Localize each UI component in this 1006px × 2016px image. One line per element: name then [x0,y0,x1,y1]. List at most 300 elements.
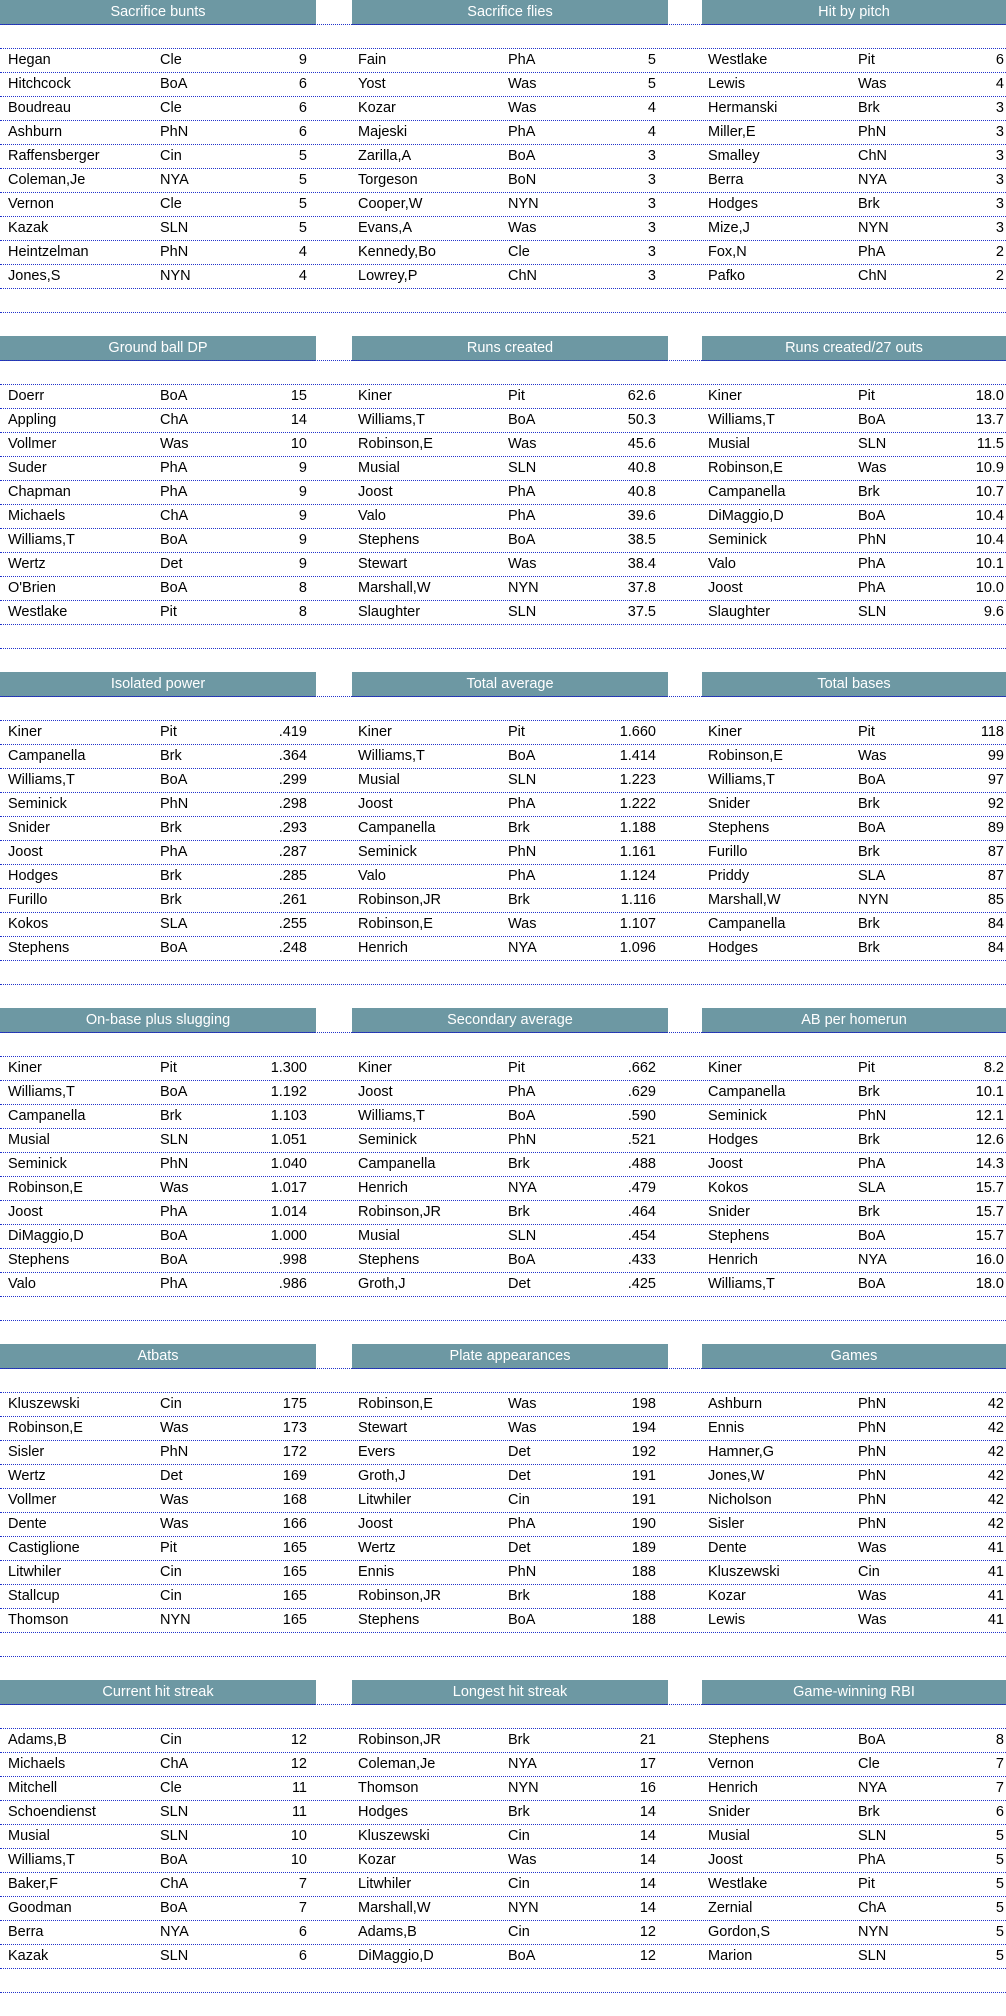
table-row [0,48,1006,72]
team-code: NYA [160,172,189,188]
stat-value: 1.192 [270,1084,307,1100]
player-name: Hodges [358,1804,408,1820]
team-code: NYN [508,1780,539,1796]
team-code: PhN [160,244,189,260]
stat-value: .488 [627,1156,656,1172]
player-name: Marshall,W [358,580,431,596]
table-row [0,720,1006,744]
player-name: Stallcup [8,1588,60,1604]
player-name: Adams,B [358,1924,417,1940]
team-code: Brk [858,844,880,860]
stat-value: 165 [282,1564,307,1580]
team-code: Pit [160,604,177,620]
player-name: Mize,J [708,220,750,236]
stat-value: 40.8 [627,484,656,500]
table-row [0,1128,1006,1152]
team-code: Cin [508,1828,530,1844]
stat-value: 1.124 [619,868,656,884]
team-code: BoA [160,1228,188,1244]
team-code: PhN [160,124,189,140]
stat-value: 9 [298,532,307,548]
team-code: BoA [160,580,188,596]
player-name: Williams,T [358,412,425,428]
player-name: Campanella [8,748,86,764]
team-code: Pit [508,724,525,740]
player-name: Snider [708,1204,750,1220]
player-name: Musial [708,1828,750,1844]
player-name: Kozar [708,1588,746,1604]
player-name: Coleman,Je [8,172,86,188]
stat-value: 16 [639,1780,656,1796]
stat-value: .261 [278,892,307,908]
table-row [0,888,1006,912]
player-name: Kiner [708,1060,742,1076]
player-name: Musial [708,436,750,452]
stat-value: 165 [282,1588,307,1604]
section-header-row [0,336,1006,360]
team-code: SLN [508,1228,537,1244]
player-name: Fain [358,52,387,68]
team-code: PhA [858,580,886,596]
stat-value: .299 [278,772,307,788]
team-code: BoA [858,412,886,428]
player-name: Adams,B [8,1732,67,1748]
team-code: PhN [508,1132,537,1148]
team-code: PhA [858,244,886,260]
stat-value: 5 [995,1924,1004,1940]
player-name: Robinson,JR [358,1732,442,1748]
team-code: SLN [858,1948,887,1964]
stat-value: 4 [298,268,307,284]
stat-value: .662 [627,1060,656,1076]
player-name: Joost [708,580,743,596]
table-row [0,384,1006,408]
stat-value: 6 [995,1804,1004,1820]
stat-value: .986 [278,1276,307,1292]
team-code: PhA [160,484,188,500]
row-divider [0,1704,1006,1705]
team-code: NYN [508,580,539,596]
row-divider [0,1656,1006,1657]
player-name: Hitchcock [8,76,71,92]
player-name: Williams,T [8,772,75,788]
stat-value: 92 [987,796,1004,812]
team-code: Brk [858,484,880,500]
team-code: PhN [858,1516,887,1532]
player-name: Litwhiler [8,1564,62,1580]
team-code: SLN [160,1828,189,1844]
table-row [0,1392,1006,1416]
table-row [0,1920,1006,1944]
stat-value: .248 [278,940,307,956]
player-name: Cooper,W [358,196,423,212]
stat-value: .293 [278,820,307,836]
stat-value: 5 [995,1852,1004,1868]
team-code: PhA [508,868,536,884]
team-code: ChN [508,268,538,284]
stat-value: 5 [995,1876,1004,1892]
stat-value: 8 [995,1732,1004,1748]
stat-value: 10.7 [975,484,1004,500]
stat-value: 3 [647,148,656,164]
team-code: PhN [508,1564,537,1580]
stat-value: 10.9 [975,460,1004,476]
team-code: PhA [160,1276,188,1292]
stat-value: 14 [639,1900,656,1916]
team-code: Was [508,1420,537,1436]
player-name: Kiner [708,388,742,404]
player-name: Vollmer [8,1492,57,1508]
row-divider [0,1032,1006,1033]
team-code: BoA [160,388,188,404]
player-name: Seminick [708,532,767,548]
player-name: Dente [8,1516,47,1532]
team-code: Brk [858,1804,880,1820]
table-row [0,768,1006,792]
table-row [0,1848,1006,1872]
table-row [0,504,1006,528]
stat-value: 42 [987,1420,1004,1436]
row-divider [0,1968,1006,1969]
team-code: Det [160,1468,183,1484]
row-divider [0,312,1006,313]
player-name: Stephens [8,940,70,956]
team-code: ChA [160,508,189,524]
team-code: Was [508,556,537,572]
team-code: Cin [508,1492,530,1508]
player-name: Torgeson [358,172,418,188]
player-name: Williams,T [708,772,775,788]
team-code: Brk [858,100,880,116]
table-row [0,912,1006,936]
player-name: Williams,T [358,748,425,764]
table-row [0,432,1006,456]
stat-value: 84 [987,916,1004,932]
section-title-game-winning-rbi: Game-winning RBI [702,1680,1006,1705]
player-name: Hermanski [708,100,778,116]
player-name: Miller,E [708,124,756,140]
team-code: Pit [858,388,875,404]
stat-value: 7 [995,1756,1004,1772]
player-name: Marshall,W [358,1900,431,1916]
table-row [0,744,1006,768]
stat-value: 89 [987,820,1004,836]
player-name: Kiner [8,1060,42,1076]
stats-block [0,336,1006,672]
team-code: PhN [508,844,537,860]
team-code: NYN [858,1924,889,1940]
table-row [0,1560,1006,1584]
player-name: DiMaggio,D [708,508,784,524]
team-code: Cle [160,100,182,116]
table-row [0,456,1006,480]
player-name: Litwhiler [358,1876,412,1892]
section-header-row [0,672,1006,696]
stat-value: 6 [298,76,307,92]
team-code: BoA [508,532,536,548]
team-code: Det [508,1468,531,1484]
table-row [0,840,1006,864]
stat-value: 12 [639,1924,656,1940]
player-name: Michaels [8,508,66,524]
player-name: Wertz [8,1468,46,1484]
stat-value: 4 [647,124,656,140]
player-name: Castiglione [8,1540,80,1556]
row-divider [0,696,1006,697]
team-code: Was [160,1180,189,1196]
section-title-ground-ball-dp: Ground ball DP [0,336,316,361]
stat-value: 11 [291,1780,307,1796]
row-divider [0,360,1006,361]
stat-value: 12 [290,1756,307,1772]
team-code: NYN [508,196,539,212]
stat-value: 41 [987,1588,1004,1604]
stat-value: 1.096 [619,940,656,956]
table-row [0,216,1006,240]
stat-value: 5 [298,220,307,236]
stat-value: 42 [987,1492,1004,1508]
player-name: Robinson,E [8,1420,83,1436]
player-name: Henrich [358,940,408,956]
player-name: Westlake [708,52,768,68]
stat-value: 118 [980,724,1004,740]
table-row [0,1584,1006,1608]
player-name: Stephens [708,820,770,836]
section-title-isolated-power: Isolated power [0,672,316,697]
player-name: Joost [358,1084,393,1100]
stat-value: .285 [278,868,307,884]
team-code: BoN [508,172,537,188]
stat-value: 188 [631,1564,656,1580]
player-name: Slaughter [708,604,771,620]
team-code: Was [508,76,537,92]
player-name: Stephens [358,532,420,548]
stat-value: 169 [282,1468,307,1484]
team-code: BoA [508,1948,536,1964]
team-code: Brk [160,820,182,836]
table-row [0,1800,1006,1824]
team-code: Was [858,1540,887,1556]
table-row [0,1824,1006,1848]
stat-value: .419 [278,724,307,740]
team-code: BoA [508,1252,536,1268]
team-code: Was [858,1612,887,1628]
team-code: Cin [508,1876,530,1892]
table-row [0,1200,1006,1224]
player-name: Ennis [708,1420,745,1436]
player-name: Kazak [8,1948,49,1964]
stat-value: 15.7 [975,1180,1004,1196]
player-name: Vernon [8,196,54,212]
player-name: Doerr [8,388,45,404]
team-code: BoA [858,1228,886,1244]
table-row [0,1752,1006,1776]
team-code: Det [508,1444,531,1460]
player-name: Seminick [708,1108,767,1124]
stat-value: 9 [298,460,307,476]
stat-value: 40.8 [627,460,656,476]
player-name: Evans,A [358,220,412,236]
table-row [0,1536,1006,1560]
player-name: Ennis [358,1564,395,1580]
team-code: Cin [858,1564,880,1580]
table-row [0,552,1006,576]
team-code: PhA [508,52,536,68]
section-title-on-base-plus-slugging: On-base plus slugging [0,1008,316,1033]
stat-value: 11.5 [976,436,1004,452]
stats-block [0,1680,1006,2016]
team-code: SLN [508,772,537,788]
team-code: PhA [160,460,188,476]
section-title-hit-by-pitch: Hit by pitch [702,0,1006,25]
team-code: Cin [160,1564,182,1580]
player-name: Ashburn [708,1396,763,1412]
player-name: Lowrey,P [358,268,418,284]
player-name: Valo [8,1276,36,1292]
stat-value: .479 [627,1180,656,1196]
row-divider [0,1992,1006,1993]
player-name: Campanella [708,484,786,500]
player-name: Thomson [358,1780,419,1796]
table-row [0,1104,1006,1128]
player-name: Musial [8,1828,50,1844]
player-name: Hegan [8,52,51,68]
team-code: NYA [858,172,887,188]
row-divider [0,984,1006,985]
team-code: SLN [160,1132,189,1148]
team-code: NYN [858,220,889,236]
stat-value: 6 [298,124,307,140]
stat-value: .425 [627,1276,656,1292]
team-code: BoA [160,772,188,788]
team-code: ChA [160,1756,189,1772]
team-code: PhA [858,1852,886,1868]
stat-value: 165 [282,1612,307,1628]
stat-value: 1.223 [619,772,656,788]
player-name: Campanella [8,1108,86,1124]
stat-value: 39.6 [627,508,656,524]
player-name: Robinson,E [358,916,433,932]
table-row [0,1776,1006,1800]
stat-value: .590 [627,1108,656,1124]
stat-value: .521 [627,1132,656,1148]
team-code: PhA [858,1156,886,1172]
player-name: Schoendienst [8,1804,96,1820]
stat-value: 87 [987,844,1004,860]
team-code: Brk [508,892,530,908]
player-name: Kiner [358,1060,392,1076]
team-code: NYA [858,1780,887,1796]
table-row [0,240,1006,264]
table-row [0,408,1006,432]
stat-value: 12.6 [975,1132,1004,1148]
player-name: Jones,W [708,1468,765,1484]
stat-value: 8 [298,604,307,620]
team-code: BoA [160,940,188,956]
team-code: Was [160,1420,189,1436]
table-row [0,1272,1006,1296]
player-name: Robinson,E [8,1180,83,1196]
table-row [0,1512,1006,1536]
stat-value: 6 [298,1948,307,1964]
stat-value: 165 [282,1540,307,1556]
team-code: SLA [858,1180,886,1196]
player-name: Valo [358,508,386,524]
player-name: Joost [8,844,43,860]
player-name: Kiner [708,724,742,740]
stat-value: 3 [647,196,656,212]
player-name: Valo [708,556,736,572]
team-code: ChA [160,412,189,428]
player-name: Williams,T [358,1108,425,1124]
stat-value: .364 [278,748,307,764]
stat-value: 191 [631,1468,656,1484]
stat-value: 85 [987,892,1004,908]
team-code: Brk [160,1108,182,1124]
stat-value: 99 [987,748,1004,764]
team-code: NYN [508,1900,539,1916]
stat-value: .433 [627,1252,656,1268]
section-header-row [0,1008,1006,1032]
table-row [0,792,1006,816]
stat-value: 1.014 [270,1204,307,1220]
stat-value: 1.116 [620,892,656,908]
team-code: Cle [160,52,182,68]
stat-value: 15 [290,388,307,404]
player-name: Stewart [358,556,408,572]
player-name: Robinson,E [708,748,783,764]
player-name: Robinson,JR [358,1588,442,1604]
player-name: Lewis [708,76,746,92]
table-row [0,1224,1006,1248]
section-title-current-hit-streak: Current hit streak [0,1680,316,1705]
stat-value: 11 [291,1804,307,1820]
team-code: ChA [160,1876,189,1892]
table-row [0,1872,1006,1896]
team-code: Brk [508,1732,530,1748]
section-title-ab-per-homerun: AB per homerun [702,1008,1006,1033]
team-code: Was [160,1516,189,1532]
stat-value: 41 [987,1612,1004,1628]
team-code: Brk [508,1204,530,1220]
row-divider [0,648,1006,649]
player-name: Hamner,G [708,1444,775,1460]
player-name: Baker,F [8,1876,58,1892]
team-code: ChN [858,148,888,164]
player-name: Kokos [8,916,49,932]
table-row [0,1152,1006,1176]
team-code: PhN [858,1468,887,1484]
team-code: BoA [858,508,886,524]
team-code: PhA [160,1204,188,1220]
stat-value: 1.107 [619,916,656,932]
table-row [0,1944,1006,1968]
player-name: Joost [708,1852,743,1868]
stat-value: 2 [995,268,1004,284]
team-code: Pit [160,1540,177,1556]
table-row [0,1464,1006,1488]
player-name: Smalley [708,148,760,164]
stat-value: 1.660 [619,724,656,740]
team-code: Pit [858,1060,875,1076]
table-row [0,1488,1006,1512]
stat-value: 5 [298,196,307,212]
team-code: Brk [858,1084,880,1100]
stat-value: 4 [995,76,1004,92]
team-code: BoA [160,1252,188,1268]
stat-value: 194 [631,1420,656,1436]
stat-value: 37.8 [627,580,656,596]
